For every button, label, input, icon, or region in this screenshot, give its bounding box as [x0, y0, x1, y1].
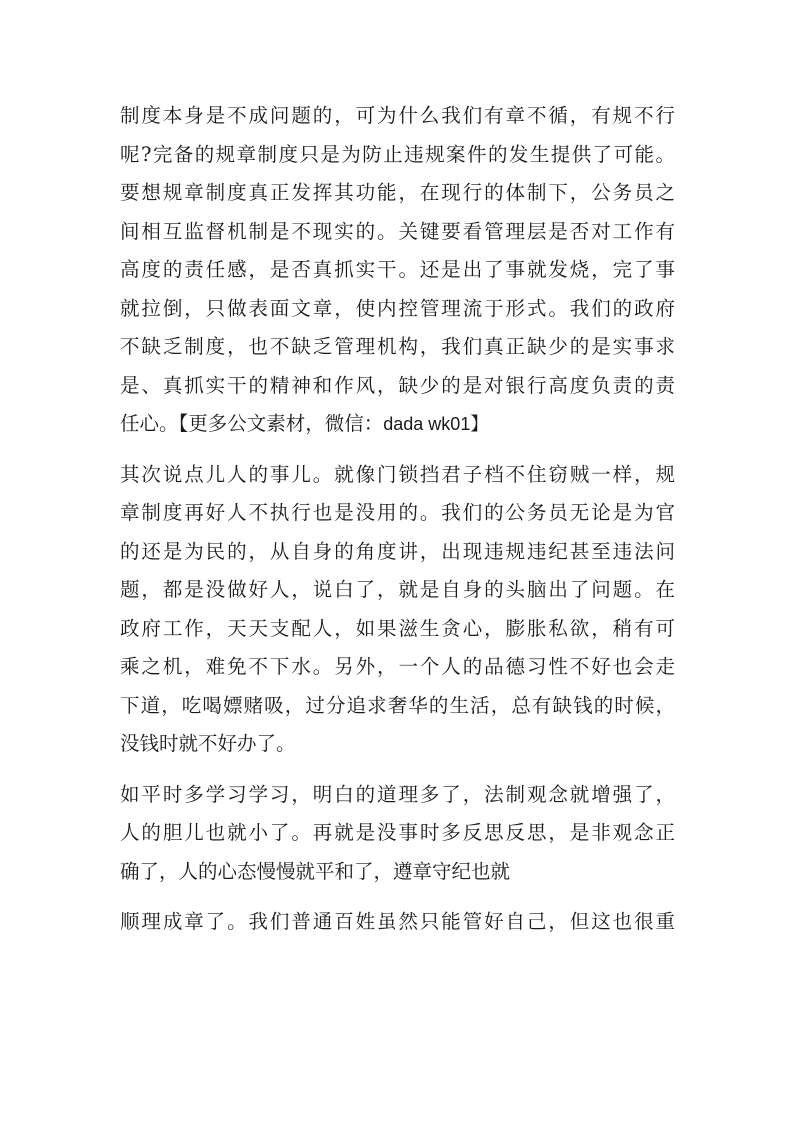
text-line: 如平时多学习学习，明白的道理多了，法制观念就增强了， — [120, 782, 675, 806]
text-line: 章制度再好人不执行也是没用的。我们的公务员无论是为官 — [120, 501, 675, 524]
paragraph-3 — [120, 776, 675, 892]
text-line: 确了，人的心态慢慢就平和了，遵章守纪也就 — [120, 859, 511, 883]
text-line: 其次说点儿人的事儿。就像门锁挡君子档不住窃贼一样，规 — [120, 462, 675, 486]
text-line: 就拉倒，只做表面文章，使内控管理流于形式。我们的政府 — [120, 296, 675, 320]
document-body — [120, 97, 675, 954]
paragraph-4 — [120, 903, 675, 942]
text-line: 是、真抓实干的精神和作风，缺少的是对银行高度负责的责 — [120, 373, 675, 397]
text-line: 高度的责任感，是否真抓实干。还是出了事就发烧，完了事 — [120, 258, 675, 281]
text-line: 顺理成章了。我们普通百姓虽然只能管好自己，但这也很重 — [120, 910, 675, 933]
text-line: 题，都是没做好人，说白了，就是自身的头脑出了问题。在 — [120, 578, 675, 601]
wechat-id-text: dada wk01】 — [383, 414, 489, 434]
text-line — [120, 405, 675, 444]
text-line: 乘之机，难免不下水。另外，一个人的品德习性不好也会走 — [120, 655, 675, 678]
text-line-prefix: 任心。【更多公文素材，微信： — [120, 412, 384, 435]
text-line: 呢?完备的规章制度只是为防止违规案件的发生提供了可能。 — [120, 142, 675, 166]
paragraph-2 — [120, 456, 675, 764]
text-line: 政府工作，天天支配人，如果滋生贪心，膨胀私欲，稍有可 — [120, 616, 675, 640]
paragraph-1 — [120, 97, 675, 444]
text-line: 的还是为民的，从自身的角度讲，出现违规违纪甚至违法问 — [120, 539, 675, 563]
text-line: 不缺乏制度，也不缺乏管理机构，我们真正缺少的是实事求 — [120, 335, 675, 358]
text-line: 下道，吃喝嫖赌吸，过分追求奢华的生活，总有缺钱的时候， — [120, 693, 675, 717]
text-line: 制度本身是不成问题的，可为什么我们有章不循，有规不行 — [120, 104, 675, 127]
text-line: 要想规章制度真正发挥其功能，在现行的体制下，公务员之 — [120, 181, 675, 204]
text-line: 人的胆儿也就小了。再就是没事时多反思反思，是非观念正 — [120, 821, 675, 844]
text-line: 没钱时就不好办了。 — [120, 732, 296, 755]
text-line: 间相互监督机制是不现实的。关键要看管理层是否对工作有 — [120, 219, 675, 243]
